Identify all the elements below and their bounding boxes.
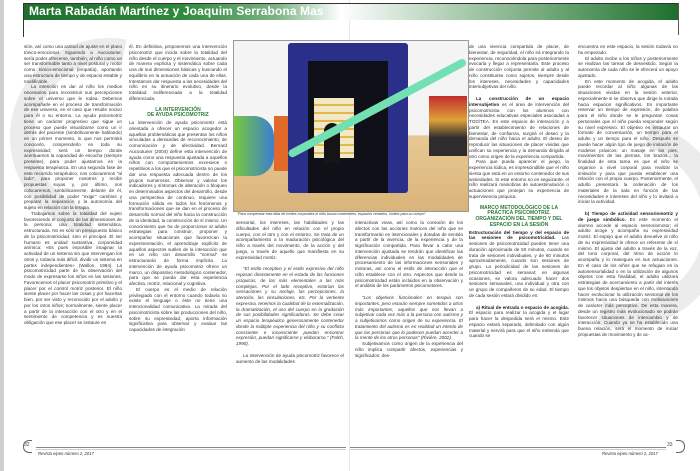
paragraph: encuentra en este espacio, la sesión todavía no ha empezado. xyxy=(578,44,678,55)
paragraph: En este momento de acogida, el adulto puede recordar al niño algunas de las situaciones vividas en la sesión anterior, especialmente si se observa que dirige la mirada hacia espacios significativos. Es importante reservar un tiempo de expresión, de palabra para el niño donde se le preguntan cosas personales que el niño pueda responder según su nivel expresivo. El objetivo es instaurar un formato de conversación, un tiempo para el adulto y un tiempo para el niño. Después se puede hacer algún tipo de juego de imitación de modelos práxicos: un masaje en los pies, movimientos de las piernas, los brazos... la finalidad de esta tarea es que el niño se organice a nivel corporal para realizar la imitación y para que pueda establecer una relación con el propio cuerpo. Posteriormente, el adulto presentará la ordenación de los materiales de la sala en función de las necesidades e intereses del niño y lo invitará a iniciar la actividad. xyxy=(578,78,678,205)
bold-lead: La construcción de un espacio intersubjetivo xyxy=(469,96,569,107)
footer-rule xyxy=(350,447,666,448)
paragraph: de una vivencia compartida de placer, de bienestar, de seguridad, el niño irá integrando la experiencia, reconociéndola para posteriormente evocarla y llegar a representarla. Este proceso de construcción conjunta permite al adulto y al niño constituirse como sujetos, siempre desde los intereses, necesidades y capacidades intersubjetivas del niño. xyxy=(469,44,569,90)
photo-foam-blocks xyxy=(429,96,467,156)
text-column-1 xyxy=(24,44,122,326)
paragraph: El adulto recibe a los niños y posteriormente se realizan las tareas de desvestido. Según la autonomía de cada niño se le ofrecerá un apoyo ajustado. xyxy=(578,55,678,78)
footer-rule xyxy=(36,447,346,448)
paragraph: La construcción de un espacio intersubjetivo es el área de intervención del psicomotricista con los alumnos con necesidades educativas especiales asociadas a TGD/TEA. En este espacio de interacción y a partir del establecimiento de relaciones de bienestar, de confianza, surgirá el deseo y la demanda del niño hacia el adulto. El deseo de reproducir las situaciones de placer vividas que unifican su experiencia y la demanda dirigida al otro como origen de la experiencia compartida. xyxy=(469,96,569,159)
footer-journal-name: Revista eipeo número 2, 2017 xyxy=(602,451,658,456)
heading-line: DE AYUDA PSICOMOTRIZ xyxy=(147,112,209,119)
text-column-5 xyxy=(469,44,569,339)
page-edge xyxy=(0,0,4,471)
paragraph: él. En definitiva, proponemos una intervención psicomotriz que incida sobre la totalidad del niño desde el cuerpo y el movimiento, actuando de manera explícita y sistemática sobre cada una de sus dimensiones básicas y buscando el equilibrio en la actuación de cada una de ellas. Intentamos dar respuesta a las necesidades del niño en su itinerario evolutivo, desde la totalidad indiferenciada a la totalidad diferenciada. xyxy=(129,44,227,101)
text-column-6 xyxy=(578,44,678,338)
page-number-right: 33 xyxy=(667,442,673,448)
section-heading: MARCO METODOLÓGICO DE LA PRÁCTICA PSICOMOTRIZ. ORGANIZACIÓN DEL TIEMPO Y DEL ESPACIO EN LA SESIÓN xyxy=(475,204,563,228)
header-rule xyxy=(678,3,679,35)
paragraph: La intención es dar al niño los medios necesarios para reconstruir sus percepciones sobre el universo que le rodea. Debemos acompañarle en el proceso de transformación de ese universo, en el caso que resulte nocivo para él o su entorno. La ayuda psicomotriz tiene un carácter progresivo que sigue un proceso que puede visualizarse como un ir detrás del paciente (simbólicamente hablando) en un primer momento, lo que nos permitirá conocerlo, comprenderlo en toda su expresividad; será un tiempo donde acentuamos la capacidad de escucha (siempre presente), para poder ajustarnos en la respuesta terapéutica. En una segunda fase de este recorrido terapéutico, nos colocaremos "al lado", para proponer nosotros y recibir propuestas suyas y, por último, nos colocaremos, simbólicamente, delante de él, con posibilidad de poder "exigir" cambios y preparar la separación y la autonomía del sujeto en relación con la terapia. xyxy=(24,84,122,210)
figure-caption: "Para compensar esta falta de límites corporales el niño busca continentes, espacios cerrados, límites para su cuerpo" xyxy=(237,212,426,216)
paragraph: La intervención de ayuda psicomotriz favorece el aumento de las modalidades xyxy=(236,352,344,364)
running-header-authors: Marta Rabadán Martínez y Joaquim Serrabona Mas xyxy=(29,4,324,18)
header-rule xyxy=(23,3,24,37)
paragraph: Trabajamos sobre la totalidad del sujeto favoreciendo el conjunto de las dimensiones de la persona; una totalidad sistemática, estructurada. No es sólo un presupuesto básico de la psicomotricidad, sino el principal. El ser humano es unidad sustantiva, corporeidad anímica: «Es pues imposible imaginar la actividad de un sistema sin que intervengan los otros y, todavía más difícil, dividir un sistema en partes independientes» (Wallon, 1984). La psicomotricidad parte de la observación del modo de expresarse los niños en las sesiones. Favorecemos el placer psicomotriz primitivo y el placer por el control motriz posterior. El niño siente placer por hacer las cosas y por hacerlas bien, por ser visto y reconocido por el adulto y por los otros niños; normalmente, siente placer a partir de la interacción con el otro y en el sentimiento de competencia y es nuestra obligación que ese placer se instaure en xyxy=(24,210,122,325)
heading-line: LA INTERVENCIÓN xyxy=(155,106,201,113)
paragraph: Para que pueda aparecer el juego, la experiencia lúdica, es imprescindible que el niño sienta que está en un entorno contenedor de sus ansiedades. Si este entorno no es seguizante, el niño realizará maniobras de autoestimulación o actuaciones que protejan su experiencia de supervivencia psíquica. xyxy=(469,159,569,199)
text-column-4 xyxy=(355,220,463,358)
footer-journal-name: Revista eipeo número 2, 2017 xyxy=(38,451,94,456)
paragraph: sión, así como una actitud de ajuste en el plano tónico-emocional. Siguiendo a Aucouturier, sería poder ofrecerse, también, al niño como un ser transformable tanto a nivel postural y motor como tónico-emocional (empatía), aportando una estructura de tiempo y de espacio estable y modificable. xyxy=(24,44,122,84)
paragraph: b) Tiempo de actividad sensoriomotriz y de juego simbólico. En este momento el alumno accede al espacio sensoriomotor; el adulto acoge y acompaña su expresividad motriz. El espejo que el adulto devuelve al niño de su expresividad le ofrece un referente de sí mismo. El ajuste del adulto a través de la voz, del tono corporal, del ritmo de acción lo acompaña y lo reasegura en sus actuaciones. En el caso de los niños que se refugian en la autosensorialidad o en la utilización de algunos objetos con esta finalidad, el adulto utilizará estrategias de acercamiento a partir del interés que los objetos despiertan en el niño, intentando hacer evolucionar la utilización sensorial de los mismos hacia una búsqueda con motivaciones de carácter más perceptivo. De esta manera, desde un registro más evolucionado se podrán favorecer situaciones de intercambio y de interacción. Cuando ya se ha establecido una buena relación, será el momento de iniciar propuestas de movimiento y de ac- xyxy=(578,211,678,337)
journal-logo-icon xyxy=(676,440,685,453)
paragraph: interactivas vivas, así como la conexión de los afectos con las acciones motrices del niño que se transformarán en intencionales y dotadas de sentido a partir de la vivencia, de la experiencia y de la significación compartida. Para llevar a cabo una intervención ajustada se tendrán que identificar las diferencias individuales en las modalidades de procesamiento de las informaciones sensoriales y motoras, así como el estilo de interacción que el niño establece con el otro. Aspectos que desde la psicomotricidad están incluidos en la observación y el análisis de los parámetros psicomotores. xyxy=(355,220,463,289)
footer-rule xyxy=(36,449,346,450)
header-bar-gradient xyxy=(340,3,678,20)
paragraph: La intervención de ayuda psicomotriz está orientada a ofrecer un espacio acogedor a aquellas problemáticas que presentan los niños vinculadas a demandas de reconocimiento, de comunicación y de afectividad. Bernard Aucouturier (2004) define esta intervención de ayuda como una respuesta ajustada a aquellos niños con comportamientos excesivos o repetitivos a los que el psicomotricista no puede dar una respuesta adecuada dentro de los grupos numerosos. Observar y valorar los indicadores y síntomas de alteración o bloqueo en determinados aspectos del desarrollo, desde una perspectiva de continuo, requiere una formación sólida en todos los fenómenos y transformaciones que se dan en el proceso de desarrollo normal del niño hacia la construcción de la identidad, la construcción de sí mismo. Un conocimiento que ha de proporcionar al adulto estrategias para construir, proponer y acompañar situaciones que favorezcan la experimentación, el aprendizaje explícito de aquellos aspectos sutiles de la interacción que en un niño con desarrollo "normal" se estructurarán de forma implícita. La intervención de ayuda psicomotriz ofrece un marco, un dispositivo metodológico contenedor, para que se pueda dar esta experiencia afectiva, motriz, relacional y cognitiva. xyxy=(129,120,227,286)
footer-rule xyxy=(350,449,666,450)
paragraph: Subjetivarnos como origen de la experiencia del niño implica compartir afectos, experiencias y significados; des- xyxy=(355,341,463,358)
bold-lead: Estructuración del tiempo y del espacio de las sesiones de psicomotricidad. xyxy=(469,229,569,241)
paragraph: sensorial, los intereses, las habilidades y las dificultades del niño en relación con el propio cuerpo, con el otro y con el entorno. Se trata de un acompañamiento a la maduración psicológica del niño a través del movimiento, de la acción y del juego, a través de aquello que manifiesta en su expresividad motriz. xyxy=(236,220,344,260)
bold-lead: a) Ritual de entrada o espacio de acogida. xyxy=(476,304,569,310)
text-column-3 xyxy=(236,220,344,364)
paragraph: Estructuración del tiempo y del espacio de las sesiones de psicomotricidad. Las sesiones de psicomotricidad pueden tener una duración aproximada de 50 minutos, cuando se trata de sesiones individuales, y de 60 minutos aproximadamente, cuando son sesiones de grupo. La periodicidad de las sesiones de psicomotricidad es semanal; en algunas ocasiones, se valora adecuado hacer dos sesiones semanales, una individual y otra con un grupo de compañeros de su edad. El tiempo de cada sesión estará dividido en: xyxy=(469,229,569,298)
block-quote: "Los objetivos funcionales en terapia son importantes, pero estarán siempre sometidos a otros más importantes, aquellos que nos llevan a subjetivar cada vez más a la persona con autismo y a subjetivarnos como origen de su experiencia. El tratamiento del autismo es en realidad un intento de que las personas que lo padecen puedan acceder a la mente de los otros personas" (Rivière, 2002). xyxy=(355,295,463,341)
paragraph: a) Ritual de entrada o espacio de acogida. El espacio para realizar la acogida y el lugar para hacer la despedida será el mismo. Este espacio estará separado, delimitado con algún material y servirá para que el niño entienda que cuando se xyxy=(469,304,569,339)
section-heading xyxy=(129,108,227,120)
figure-photo xyxy=(233,40,469,212)
photo-tunnel-toy xyxy=(234,116,274,176)
bold-lead: b) Tiempo de actividad sensoriomotriz y de juego simbólico. xyxy=(578,211,678,222)
page-number-left: 32 xyxy=(24,442,30,448)
text-column-2 xyxy=(129,44,227,333)
block-quote: "El estilo receptivo y el estilo expresivo del niño reposan directamente en el estado de las funciones psíquicas, de las más elementales a las más complejas. Por el lado receptivo, estarían las sensaciones y su anclaje, las percepciones, la atención, las vinculaciones, etc. Por la vertiente expresiva, tenemos la cualidad de la externalización, la dramatización, el uso del cuerpo en la gradación de sus posibilidades significadoras. Se debe crear un espacio terapéutico generosamente contenedor donde la múltiple experiencia del niño y su conflicto consciente e inconsciente puedan encontrar expresión, puedan significarse y elaborarse." (Falch, 1990). xyxy=(236,266,344,346)
paragraph: El cuerpo es el medio de relación privilegiado con el entorno cuando todavía no existe el lenguaje o éste no tiene una intencionalidad comunicativa. La mirada del psicomotricista sobre las producciones del niño, sobre su expresividad, aporta información significativa para observar y evaluar las capacidades de integración xyxy=(129,286,227,332)
